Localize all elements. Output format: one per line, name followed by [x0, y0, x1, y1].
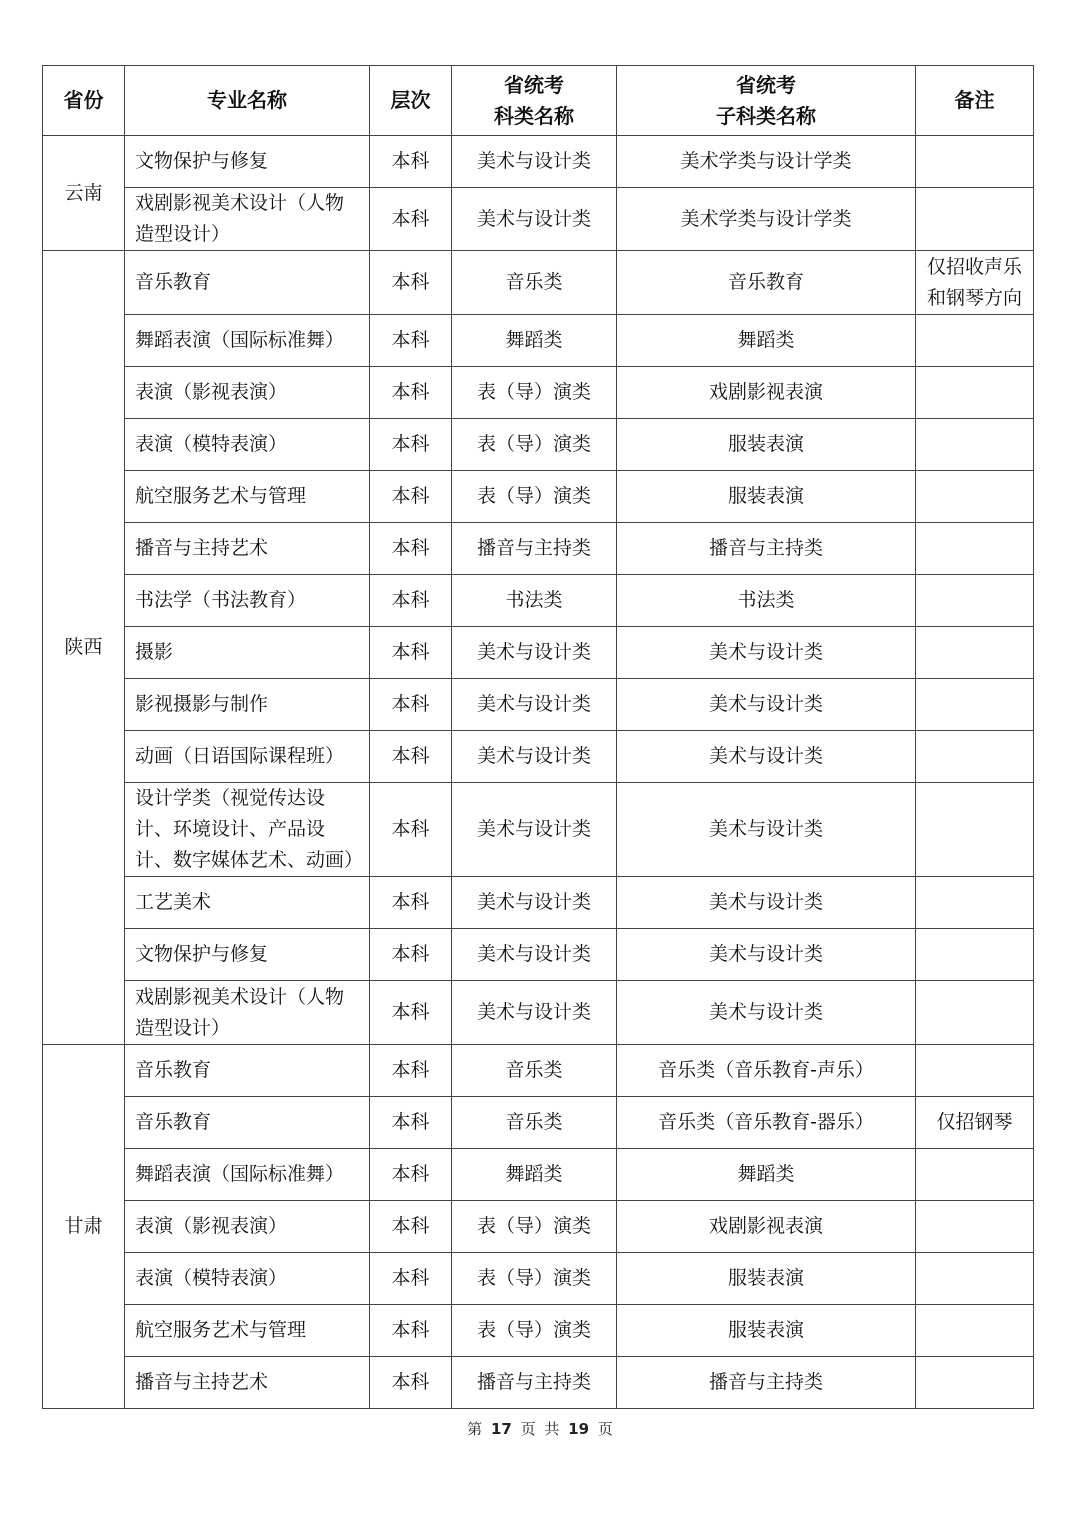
level-cell: 本科 [370, 1045, 452, 1097]
remark-cell [916, 929, 1034, 981]
category-cell: 表（导）演类 [452, 419, 617, 471]
table-row [43, 1201, 1034, 1253]
level-cell: 本科 [370, 251, 452, 315]
header-exam-subcategory [617, 66, 916, 136]
remark-cell [916, 981, 1034, 1045]
major-cell: 播音与主持艺术 [125, 1357, 370, 1409]
major-cell: 表演（模特表演） [125, 419, 370, 471]
footer-current-page: 17 [490, 1420, 512, 1438]
header-level: 层次 [370, 66, 452, 136]
header-major: 专业名称 [125, 66, 370, 136]
subcategory-cell: 音乐类（音乐教育-器乐） [617, 1097, 916, 1149]
category-cell: 表（导）演类 [452, 1305, 617, 1357]
footer-total-pages: 19 [568, 1420, 590, 1438]
remark-cell [916, 1201, 1034, 1253]
table-row [43, 1045, 1034, 1097]
level-cell: 本科 [370, 523, 452, 575]
table-row [43, 1305, 1034, 1357]
level-cell: 本科 [370, 315, 452, 367]
table-row [43, 367, 1034, 419]
footer-suffix: 页 [597, 1420, 613, 1438]
subcategory-cell: 美术学类与设计学类 [617, 136, 916, 188]
table-row [43, 315, 1034, 367]
major-cell: 音乐教育 [125, 251, 370, 315]
subcategory-cell: 舞蹈类 [617, 315, 916, 367]
table-row [43, 575, 1034, 627]
category-cell: 美术与设计类 [452, 783, 617, 877]
table-row [43, 523, 1034, 575]
major-cell: 播音与主持艺术 [125, 523, 370, 575]
major-cell: 航空服务艺术与管理 [125, 471, 370, 523]
subcategory-cell: 美术与设计类 [617, 731, 916, 783]
major-cell: 文物保护与修复 [125, 929, 370, 981]
category-cell: 美术与设计类 [452, 627, 617, 679]
major-cell: 戏剧影视美术设计（人物造型设计） [125, 981, 370, 1045]
remark-cell [916, 136, 1034, 188]
major-cell: 音乐教育 [125, 1097, 370, 1149]
level-cell: 本科 [370, 783, 452, 877]
level-cell: 本科 [370, 731, 452, 783]
table-row [43, 877, 1034, 929]
remark-cell [916, 783, 1034, 877]
category-cell: 舞蹈类 [452, 1149, 617, 1201]
level-cell: 本科 [370, 575, 452, 627]
footer-middle: 页 共 [520, 1420, 560, 1438]
remark-cell [916, 1357, 1034, 1409]
remark-cell [916, 419, 1034, 471]
level-cell: 本科 [370, 627, 452, 679]
level-cell: 本科 [370, 981, 452, 1045]
table-row [43, 783, 1034, 877]
table-row [43, 679, 1034, 731]
table-row [43, 731, 1034, 783]
subcategory-cell: 美术与设计类 [617, 679, 916, 731]
remark-cell [916, 1149, 1034, 1201]
level-cell: 本科 [370, 1253, 452, 1305]
remark-cell [916, 1045, 1034, 1097]
subcategory-cell: 美术与设计类 [617, 929, 916, 981]
header-exam-subcategory-line1: 省统考 [736, 72, 796, 97]
level-cell: 本科 [370, 471, 452, 523]
subcategory-cell: 美术与设计类 [617, 877, 916, 929]
footer-prefix: 第 [467, 1420, 483, 1438]
category-cell: 音乐类 [452, 1097, 617, 1149]
header-remark: 备注 [916, 66, 1034, 136]
category-cell: 美术与设计类 [452, 136, 617, 188]
category-cell: 美术与设计类 [452, 877, 617, 929]
level-cell: 本科 [370, 1149, 452, 1201]
table-row [43, 251, 1034, 315]
remark-cell [916, 188, 1034, 251]
major-cell: 音乐教育 [125, 1045, 370, 1097]
level-cell: 本科 [370, 1097, 452, 1149]
category-cell: 音乐类 [452, 251, 617, 315]
admission-table [42, 65, 1034, 1409]
province-cell: 陕西 [43, 251, 125, 1045]
table-row [43, 136, 1034, 188]
category-cell: 表（导）演类 [452, 367, 617, 419]
level-cell: 本科 [370, 419, 452, 471]
subcategory-cell: 服装表演 [617, 1305, 916, 1357]
province-cell: 甘肃 [43, 1045, 125, 1409]
remark-cell [916, 1305, 1034, 1357]
category-cell: 表（导）演类 [452, 1253, 617, 1305]
major-cell: 表演（模特表演） [125, 1253, 370, 1305]
remark-cell [916, 731, 1034, 783]
subcategory-cell: 戏剧影视表演 [617, 1201, 916, 1253]
subcategory-cell: 服装表演 [617, 419, 916, 471]
level-cell: 本科 [370, 1201, 452, 1253]
table-row [43, 929, 1034, 981]
table-row [43, 471, 1034, 523]
table-header-row [43, 66, 1034, 136]
category-cell: 美术与设计类 [452, 731, 617, 783]
header-exam-category-line2: 科类名称 [494, 103, 574, 128]
subcategory-cell: 美术学类与设计学类 [617, 188, 916, 251]
level-cell: 本科 [370, 136, 452, 188]
category-cell: 表（导）演类 [452, 1201, 617, 1253]
major-cell: 动画（日语国际课程班） [125, 731, 370, 783]
subcategory-cell: 服装表演 [617, 1253, 916, 1305]
remark-cell [916, 877, 1034, 929]
major-cell: 舞蹈表演（国际标准舞） [125, 315, 370, 367]
remark-cell [916, 679, 1034, 731]
category-cell: 播音与主持类 [452, 1357, 617, 1409]
category-cell: 美术与设计类 [452, 929, 617, 981]
remark-cell: 仅招钢琴 [916, 1097, 1034, 1149]
subcategory-cell: 音乐教育 [617, 251, 916, 315]
remark-cell [916, 523, 1034, 575]
table-row [43, 627, 1034, 679]
category-cell: 书法类 [452, 575, 617, 627]
major-cell: 工艺美术 [125, 877, 370, 929]
remark-cell [916, 471, 1034, 523]
level-cell: 本科 [370, 679, 452, 731]
subcategory-cell: 音乐类（音乐教育-声乐） [617, 1045, 916, 1097]
remark-cell [916, 1253, 1034, 1305]
table-row [43, 1253, 1034, 1305]
page-number-footer [0, 1418, 1080, 1439]
subcategory-cell: 播音与主持类 [617, 1357, 916, 1409]
major-cell: 表演（影视表演） [125, 1201, 370, 1253]
subcategory-cell: 服装表演 [617, 471, 916, 523]
remark-cell [916, 315, 1034, 367]
major-cell: 表演（影视表演） [125, 367, 370, 419]
level-cell: 本科 [370, 188, 452, 251]
province-cell: 云南 [43, 136, 125, 251]
category-cell: 音乐类 [452, 1045, 617, 1097]
category-cell: 美术与设计类 [452, 679, 617, 731]
major-cell: 影视摄影与制作 [125, 679, 370, 731]
table-row [43, 1357, 1034, 1409]
level-cell: 本科 [370, 929, 452, 981]
table-row [43, 981, 1034, 1045]
subcategory-cell: 舞蹈类 [617, 1149, 916, 1201]
subcategory-cell: 美术与设计类 [617, 981, 916, 1045]
major-cell: 设计学类（视觉传达设计、环境设计、产品设计、数字媒体艺术、动画） [125, 783, 370, 877]
remark-cell: 仅招收声乐和钢琴方向 [916, 251, 1034, 315]
major-cell: 书法学（书法教育） [125, 575, 370, 627]
table-row [43, 1097, 1034, 1149]
level-cell: 本科 [370, 877, 452, 929]
subcategory-cell: 美术与设计类 [617, 627, 916, 679]
major-cell: 戏剧影视美术设计（人物造型设计） [125, 188, 370, 251]
subcategory-cell: 美术与设计类 [617, 783, 916, 877]
category-cell: 表（导）演类 [452, 471, 617, 523]
category-cell: 舞蹈类 [452, 315, 617, 367]
subcategory-cell: 戏剧影视表演 [617, 367, 916, 419]
subcategory-cell: 书法类 [617, 575, 916, 627]
header-province: 省份 [43, 66, 125, 136]
major-cell: 文物保护与修复 [125, 136, 370, 188]
major-cell: 航空服务艺术与管理 [125, 1305, 370, 1357]
major-cell: 摄影 [125, 627, 370, 679]
header-exam-category-line1: 省统考 [504, 72, 564, 97]
table-row [43, 188, 1034, 251]
header-exam-subcategory-line2: 子科类名称 [716, 103, 816, 128]
table-body [43, 136, 1034, 1409]
table-row [43, 419, 1034, 471]
level-cell: 本科 [370, 1357, 452, 1409]
level-cell: 本科 [370, 367, 452, 419]
header-exam-category [452, 66, 617, 136]
major-cell: 舞蹈表演（国际标准舞） [125, 1149, 370, 1201]
category-cell: 美术与设计类 [452, 981, 617, 1045]
category-cell: 播音与主持类 [452, 523, 617, 575]
remark-cell [916, 367, 1034, 419]
category-cell: 美术与设计类 [452, 188, 617, 251]
remark-cell [916, 575, 1034, 627]
level-cell: 本科 [370, 1305, 452, 1357]
table-row [43, 1149, 1034, 1201]
remark-cell [916, 627, 1034, 679]
subcategory-cell: 播音与主持类 [617, 523, 916, 575]
